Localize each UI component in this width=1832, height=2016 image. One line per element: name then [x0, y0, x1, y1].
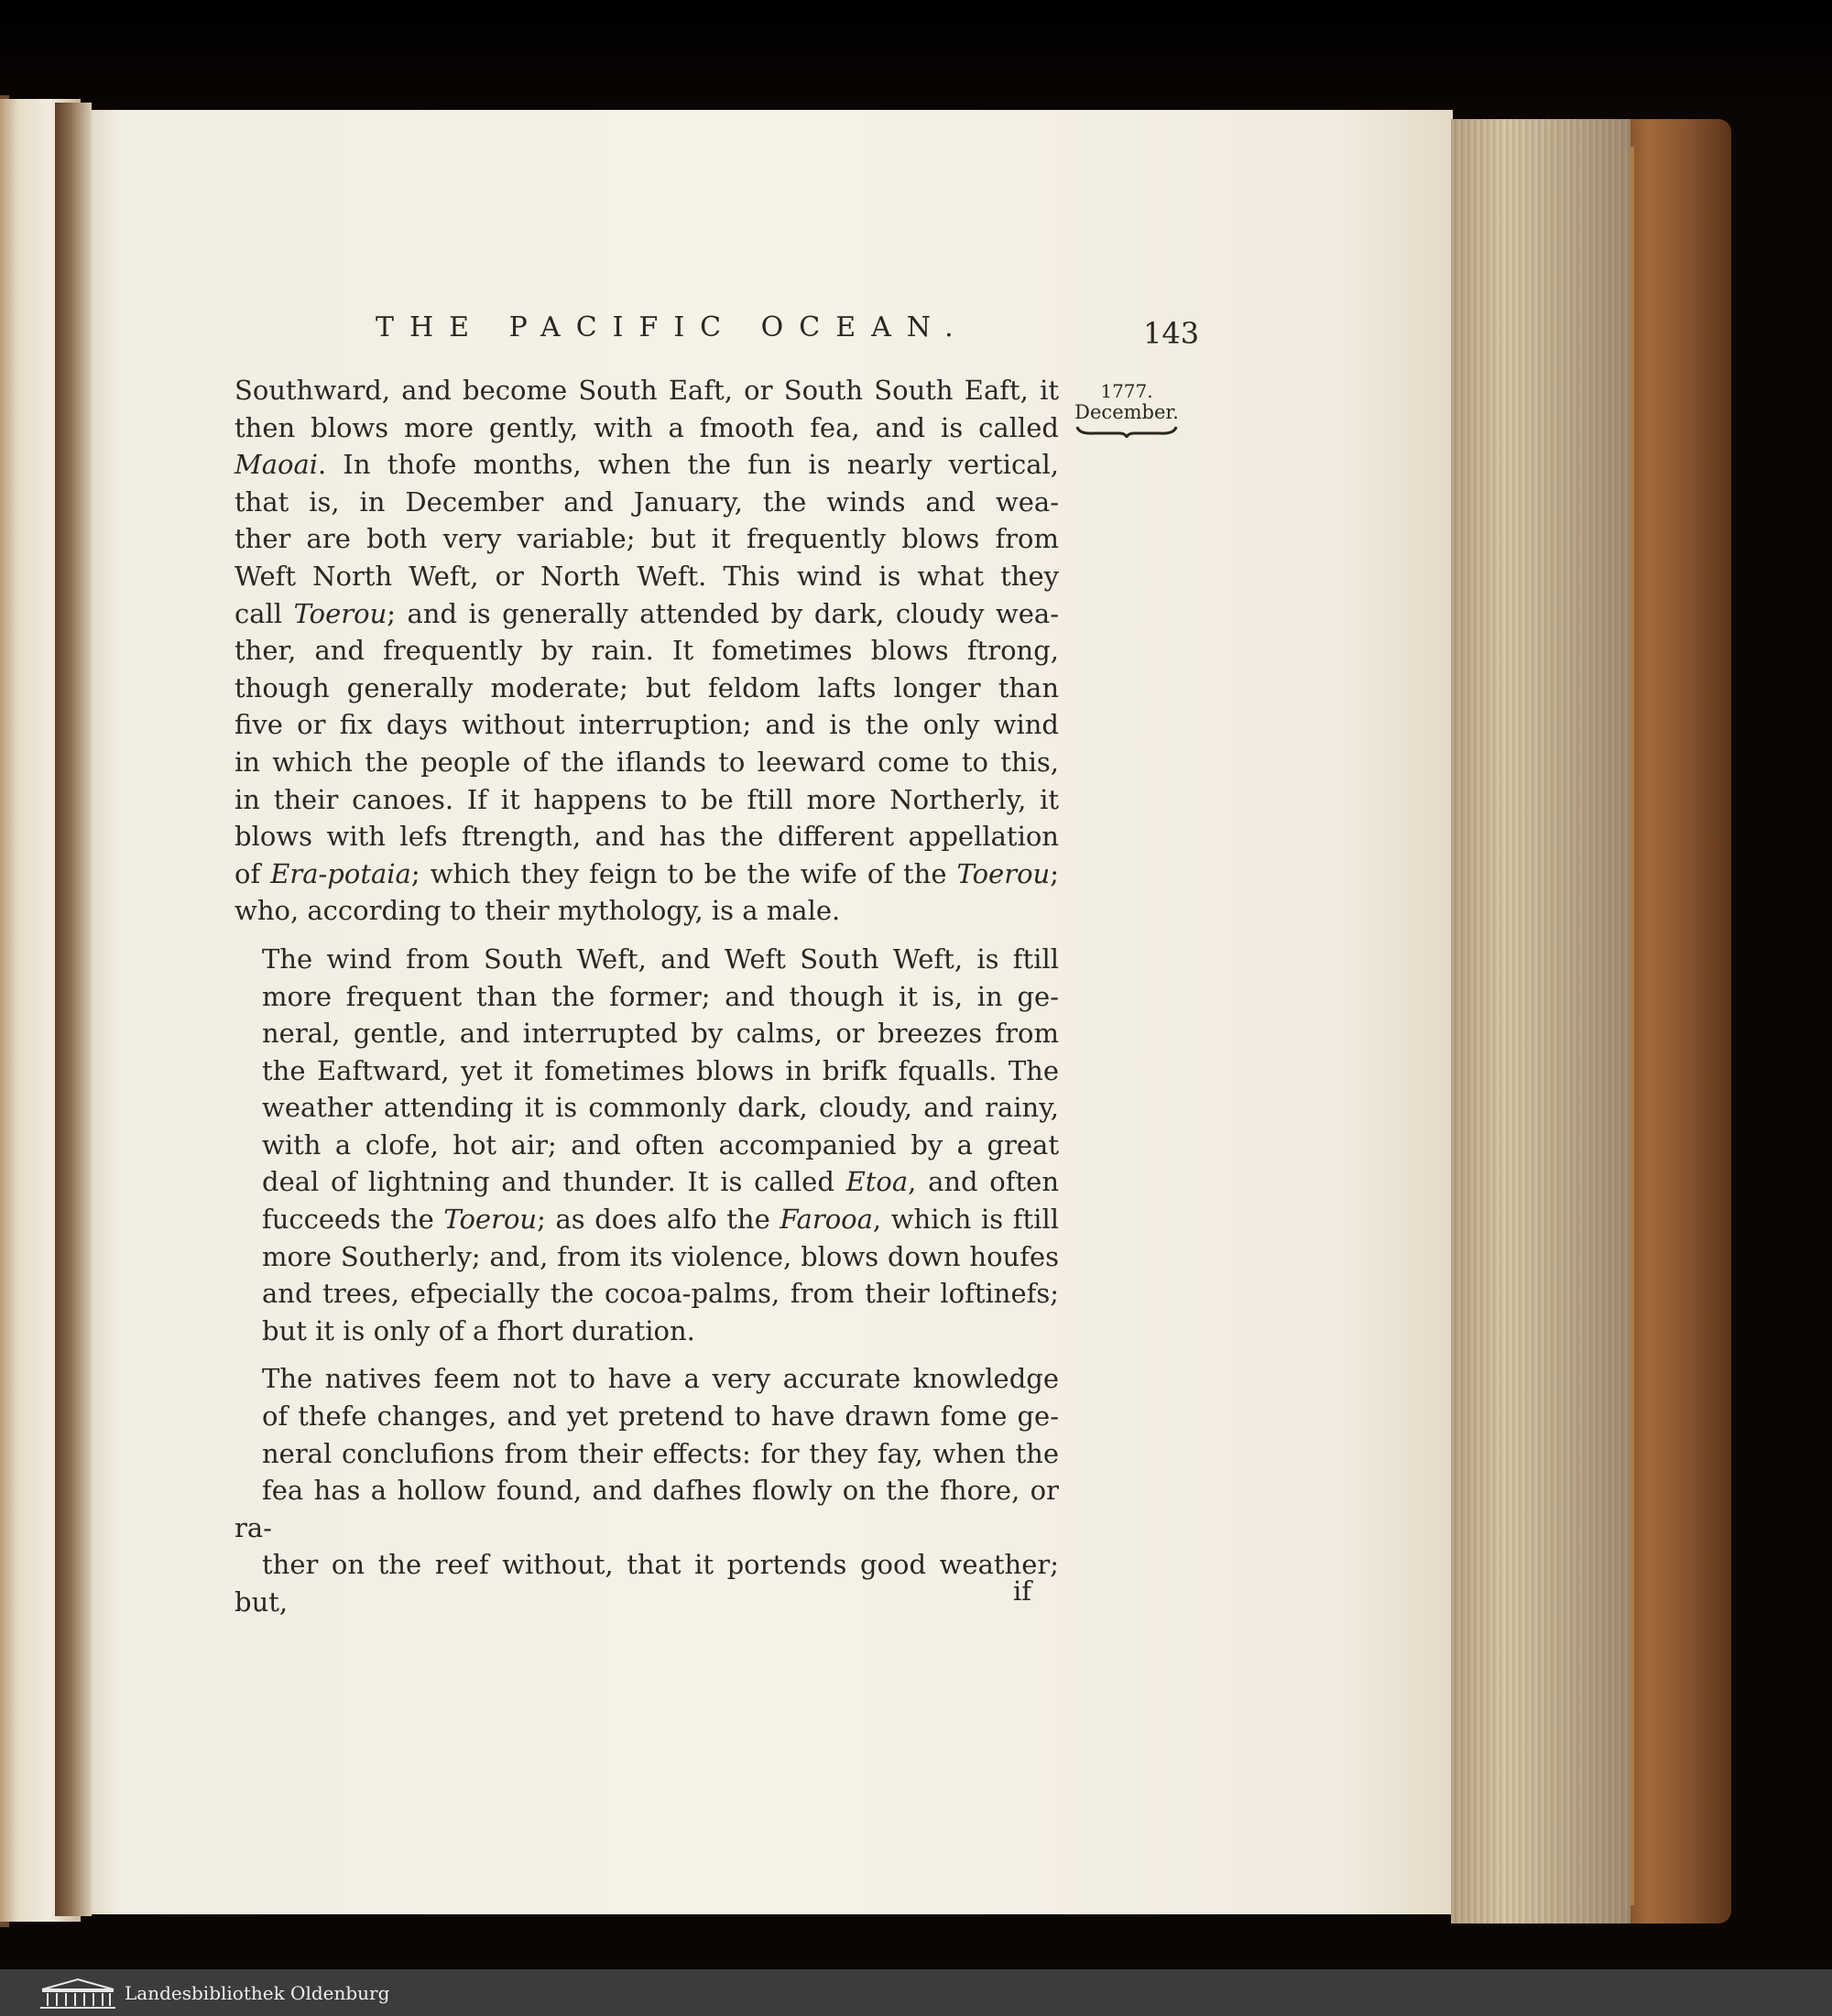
text-line: ther are both very variable; but it frequently blows from	[234, 523, 1059, 555]
text-line: in their canoes. If it happens to be ftill more Northerly, it	[234, 783, 1059, 815]
text-line: Maoai. In thofe months, when the fun is nearly vertical,	[234, 449, 1059, 481]
text-line: neral conclufions from their effects: for they fay, when the	[262, 1437, 1059, 1469]
text-line: Southward, and become South Eaft, or South South Eaft, it	[234, 375, 1059, 406]
text-line: blows with lefs ftrength, and has the different appellation	[234, 821, 1059, 853]
text-line: more frequent than the former; and though it is, in ge-	[262, 980, 1059, 1012]
text-line: call Toerou; and is generally attended by dark, cloudy wea-	[234, 597, 1059, 629]
page-number: 143	[1143, 316, 1200, 351]
text-line: and trees, efpecially the cocoa-palms, from their loftinefs;	[262, 1278, 1059, 1310]
margin-year: 1777.	[1100, 380, 1153, 402]
scan-background	[0, 0, 1832, 110]
text-line: The wind from South Weft, and Weft South Weft, is ftill	[262, 943, 1059, 975]
text-line: the Eaftward, yet it fometimes blows in brifk fqualls. The	[262, 1054, 1059, 1086]
text-line: who, according to their mythology, is a male.	[234, 895, 841, 927]
text-line: then blows more gently, with a fmooth fea, and is called	[234, 411, 1059, 443]
book-gutter	[55, 103, 92, 1916]
library-building-icon	[38, 1977, 117, 2010]
text-line: five or fix days without interruption; and is the only wind	[234, 709, 1059, 741]
body-text	[234, 372, 1059, 1632]
paragraph	[234, 941, 1059, 1350]
text-line: weather attending it is commonly dark, cloudy, and rainy,	[262, 1092, 1059, 1124]
text-line: fucceeds the Toerou; as does alfo the Farooa, which is ftill	[262, 1204, 1060, 1236]
text-line: of Era-potaia; which they feign to be the wife of the Toerou;	[234, 857, 1059, 889]
text-line: Weft North Weft, or North Weft. This wind is what they	[234, 560, 1059, 592]
paragraph	[234, 372, 1059, 930]
library-name: Landesbibliothek Oldenburg	[125, 1982, 390, 2004]
text-line: deal of lightning and thunder. It is called Etoa, and often	[262, 1166, 1059, 1198]
text-line: of thefe changes, and yet pretend to have drawn fome ge-	[262, 1400, 1059, 1433]
text-line: The natives feem not to have a very accurate knowledge	[262, 1363, 1059, 1395]
text-line: in which the people of the iflands to leeward come to this,	[234, 746, 1059, 778]
text-line: ther, and frequently by rain. It fometimes blows ftrong,	[234, 635, 1059, 667]
page-edges-shade	[1451, 119, 1630, 1923]
paragraph	[234, 1360, 1059, 1620]
text-line: though generally moderate; but feldom lafts longer than	[234, 671, 1059, 703]
text-line: but it is only of a fhort duration.	[262, 1314, 695, 1346]
text-line: neral, gentle, and interrupted by calms, or breezes from	[262, 1018, 1059, 1050]
brace-ornament-icon	[1075, 425, 1178, 438]
footer-bar	[0, 1969, 1832, 2016]
text-line: fea has a hollow found, and dafhes flowly on the fhore, or ra-	[234, 1475, 1059, 1543]
margin-month: December.	[1074, 401, 1179, 423]
text-line: more Southerly; and, from its violence, blows down houfes	[262, 1240, 1059, 1272]
running-title: THE PACIFIC OCEAN.	[376, 311, 969, 343]
catchword: if	[1013, 1575, 1032, 1607]
text-line: with a clofe, hot air; and often accompanied by a great	[262, 1128, 1059, 1161]
text-line: that is, in December and January, the winds and wea-	[234, 485, 1059, 518]
text-line: ther on the reef without, that it portends good weather; but,	[234, 1549, 1059, 1618]
margin-note	[1072, 381, 1182, 438]
